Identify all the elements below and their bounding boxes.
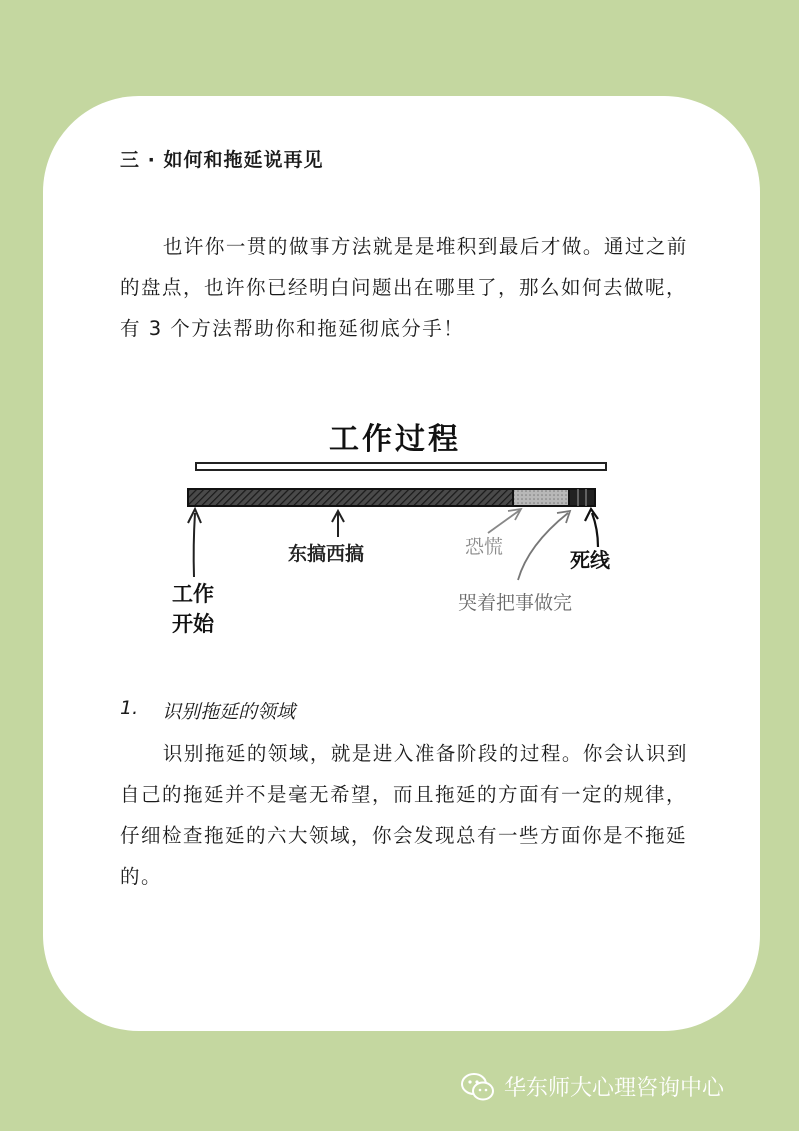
work-process-figure	[160, 405, 630, 650]
label-start-line2: 开始	[172, 612, 214, 636]
arrow-deadline	[585, 509, 598, 547]
label-wander: 东搞西搞	[288, 543, 365, 565]
wechat-icon	[460, 1072, 496, 1102]
arrow-wander	[332, 511, 344, 537]
label-deadline: 死线	[570, 548, 610, 572]
section-heading: 三 · 如何和拖延说再见	[120, 149, 324, 171]
timeline-bar-panic	[513, 489, 569, 506]
arrow-start	[188, 509, 201, 577]
timeline-bar-wander	[188, 489, 513, 506]
method-1-heading	[120, 697, 295, 724]
figure-title: 工作过程	[329, 422, 461, 457]
timeline-bar-finish	[569, 489, 595, 506]
watermark	[460, 1071, 724, 1102]
method-1-number: 1.	[120, 697, 139, 719]
watermark-text: 华东师大心理咨询中心	[504, 1076, 725, 1101]
method-1-title: 识别拖延的领域	[162, 701, 296, 723]
label-panic: 恐慌	[465, 536, 504, 558]
method-1-paragraph: 识别拖延的领域，就是进入准备阶段的过程。你会认识到自己的拖延并不是毫无希望，而且拖延的方面有一定的规律，仔细检查拖延的六大领域，你会发现总有一些方面你是不拖延的。	[120, 742, 688, 888]
intro-paragraph: 也许你一贯的做事方法就是是堆积到最后才做。通过之前的盘点，也许你已经明白问题出在哪里了，那么如何去做呢，有 3 个方法帮助你和拖延彻底分手！	[120, 235, 688, 340]
label-finish: 哭着把事做完	[458, 592, 573, 614]
arrow-panic	[488, 509, 521, 533]
label-start-line1: 工作	[172, 582, 214, 606]
timeline-bracket	[196, 463, 606, 470]
arrow-finish	[518, 511, 570, 580]
